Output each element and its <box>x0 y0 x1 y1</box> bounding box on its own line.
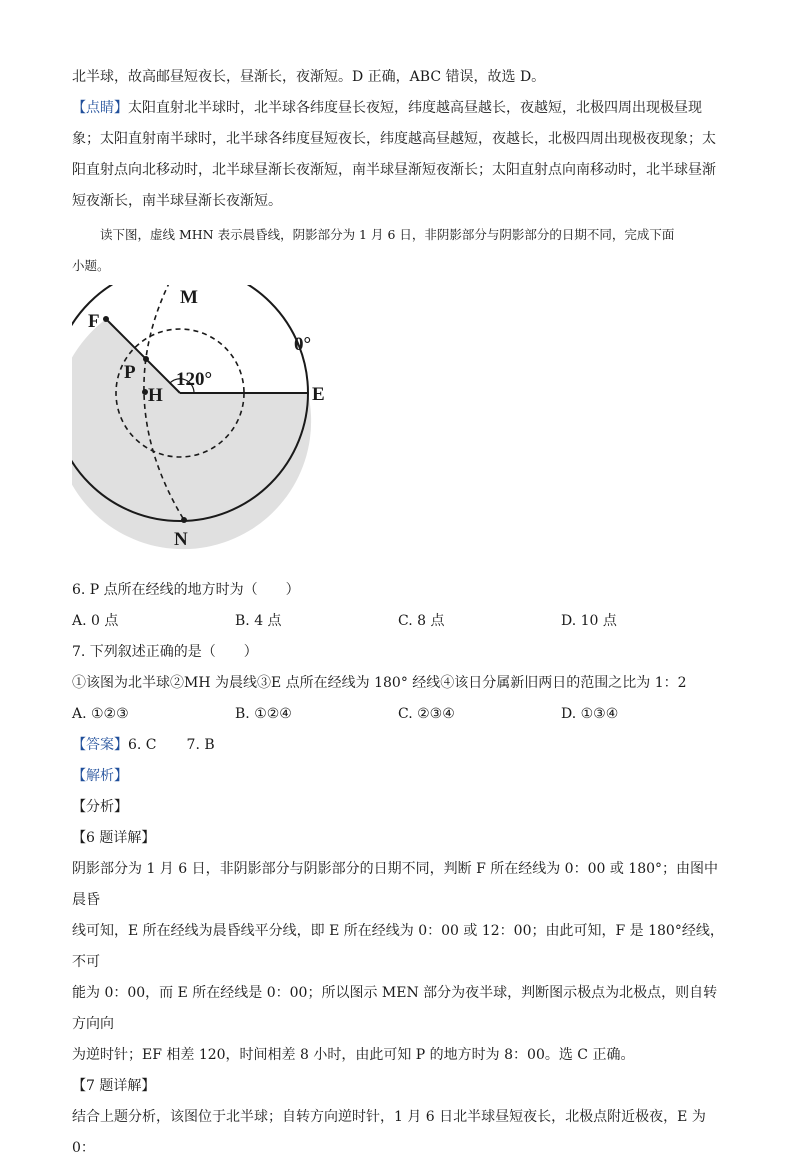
option-a: A. 0 点 <box>72 613 119 629</box>
fenxi-heading: 【分析】 <box>72 799 128 815</box>
question-intro: 读下图，虚线 MHN 表示晨昏线，阴影部分为 1 月 6 日，非阴影部分与阴影部分的日期不同，完成下面 <box>100 227 675 242</box>
detail-7-title: 【7 题详解】 <box>72 1078 156 1094</box>
question-7-options <box>72 699 724 730</box>
dianjing-paragraph <box>72 93 724 124</box>
question-6-stem: 6. P 点所在经线的地方时为（ ） <box>72 582 300 598</box>
option-b: B. ①②④ <box>235 706 292 722</box>
text-line: 阴影部分为 1 月 6 日，非阴影部分与阴影部分的日期不同，判断 F 所在经线为 0：00 或 180°；由图中晨昏 <box>72 861 719 908</box>
text-line: 结合上题分析，该图位于北半球；自转方向逆时针，1 月 6 日北半球昼短夜长，北极点附近极夜，E 为 0： <box>72 1109 706 1156</box>
dianjing-label: 【点睛】 <box>72 100 128 116</box>
label-P: P <box>124 362 136 383</box>
text-line: 线可知，E 所在经线为晨昏线平分线，即 E 所在经线为 0：00 或 12：00；由此可知，F 是 180°经线，不可 <box>72 923 724 970</box>
text-line: 为逆时针；EF 相差 120，时间相差 8 小时，由此可知 P 的地方时为 8：00。选 C 正确。 <box>72 1047 635 1063</box>
text-line: 短夜渐长，南半球昼渐长夜渐短。 <box>72 193 282 209</box>
answer-7: 7. B <box>186 737 215 753</box>
point-N <box>181 517 187 523</box>
dianjing-text: 太阳直射北半球时，北半球各纬度昼长夜短，纬度越高昼越长，夜越短，北极四周出现极昼现 <box>128 100 702 116</box>
page-content <box>72 62 724 1164</box>
option-a: A. ①②③ <box>72 706 129 722</box>
option-d: D. ①③④ <box>561 706 619 722</box>
label-N: N <box>174 529 188 550</box>
answer-line <box>72 730 724 761</box>
question-7-stem: 7. 下列叙述正确的是（ ） <box>72 644 258 660</box>
text-line: 北半球，故高邮昼短夜长，昼渐长，夜渐短。D 正确，ABC 错误，故选 D。 <box>72 69 546 85</box>
label-H: H <box>148 385 163 406</box>
option-d: D. 10 点 <box>561 613 617 629</box>
polar-diagram-svg <box>72 285 342 575</box>
point-P <box>143 356 149 362</box>
question-intro-cont: 小题。 <box>72 258 110 273</box>
option-c: C. ②③④ <box>398 706 455 722</box>
text-line: 象；太阳直射南半球时，北半球各纬度昼短夜长，纬度越高昼越短，夜越长，北极四周出现极夜现象；太 <box>72 131 716 147</box>
detail-6-title: 【6 题详解】 <box>72 830 156 846</box>
polar-diagram <box>72 285 342 575</box>
answer-label: 【答案】 <box>72 737 128 753</box>
label-E: E <box>312 384 325 405</box>
label-M: M <box>180 287 198 308</box>
label-zero-degree: 0° <box>294 334 312 355</box>
shaded-region <box>72 319 311 549</box>
option-b: B. 4 点 <box>235 613 282 629</box>
question-6-options <box>72 606 724 637</box>
question-7-statement: ①该图为北半球②MH 为晨线③E 点所在经线为 180° 经线④该日分属新旧两日的范围之比为 1：2 <box>72 675 687 691</box>
text-line: 能为 0：00，而 E 所在经线是 0：00；所以图示 MEN 部分为夜半球，判断图示极点为北极点，则自转方向向 <box>72 985 718 1032</box>
label-angle-120: 120° <box>176 369 213 390</box>
option-c: C. 8 点 <box>398 613 445 629</box>
point-F <box>103 316 109 322</box>
jiexi-heading: 【解析】 <box>72 768 128 784</box>
label-F: F <box>88 311 100 332</box>
text-line: 阳直射点向北移动时，北半球昼渐长夜渐短，南半球昼渐短夜渐长；太阳直射点向南移动时，北半球昼渐 <box>72 162 716 178</box>
answer-6: 6. C <box>128 737 157 753</box>
